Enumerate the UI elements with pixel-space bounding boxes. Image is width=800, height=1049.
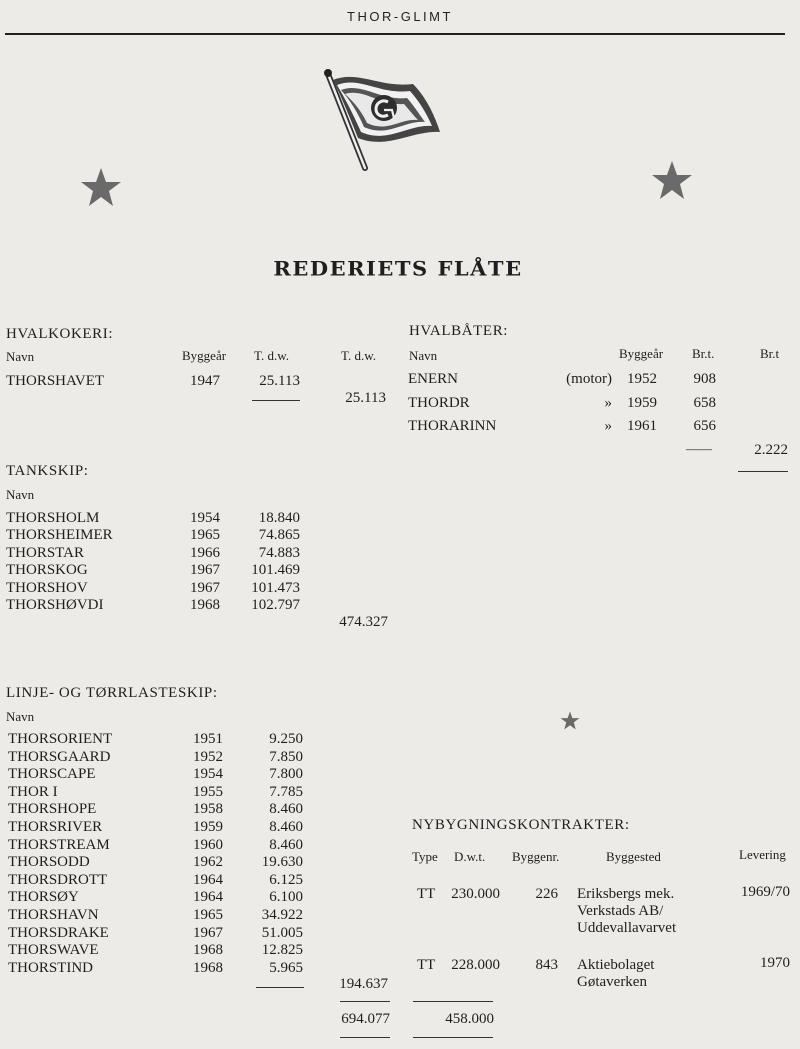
ship-name: THORSTAR: [6, 544, 84, 561]
ship-year: 1965: [193, 907, 223, 923]
ship-name: THORSHOPE: [8, 801, 97, 818]
ship-name: THORSGAARD: [8, 748, 111, 765]
boat-note: »: [604, 394, 612, 411]
ship-name: THORSORIENT: [8, 731, 113, 747]
ship-tdw: 8.460: [269, 836, 303, 853]
ship-year: 1962: [193, 854, 223, 871]
star-icon: [560, 711, 580, 730]
ship-year: 1968: [193, 942, 223, 959]
boat-brt: 658: [693, 394, 716, 411]
ship-tdw: 51.005: [261, 924, 303, 941]
ship-year: 1964: [193, 889, 223, 906]
ship-name: THORSWAVE: [8, 942, 99, 959]
column-header-dwt: D.w.t.: [454, 849, 486, 864]
column-header-name: Navn: [6, 709, 35, 724]
ship-year: 1954: [193, 766, 223, 783]
ship-year: 1965: [190, 527, 220, 544]
section-total: 474.327: [339, 614, 388, 630]
contract-byggested-line: Gøtaverken: [577, 974, 647, 990]
grand-total: 694.077: [341, 1011, 390, 1027]
ship-tdw: 12.825: [261, 942, 303, 959]
column-header-name: Navn: [6, 487, 35, 502]
ship-tdw: 102.797: [251, 597, 300, 613]
ship-name: THORSHOV: [6, 579, 88, 596]
ship-name: THORSHAVN: [8, 907, 99, 923]
subtotal-rule: [252, 400, 300, 401]
column-header-name: Navn: [409, 348, 438, 363]
ship-year: 1951: [193, 731, 223, 747]
contract-dwt: 228.000: [451, 957, 500, 973]
ship-tdw: 74.883: [258, 544, 300, 561]
ship-year: 1967: [193, 924, 223, 941]
ship-tdw: 9.250: [269, 731, 303, 747]
ship-name: THORSODD: [8, 854, 90, 871]
boat-brt: 656: [693, 418, 716, 434]
ship-year: 1966: [190, 544, 220, 561]
ship-tdw: 34.922: [261, 907, 303, 923]
column-header-type: Type: [412, 849, 438, 864]
column-header-tdw: T. d.w.: [254, 348, 290, 363]
ship-name: THORSRIVER: [8, 819, 103, 835]
ship-tdw: 74.865: [258, 527, 300, 544]
ship-tdw: 8.460: [269, 819, 303, 835]
ship-name: THORSHAVET: [6, 373, 105, 389]
ship-tdw: 101.473: [251, 579, 300, 596]
contract-byggested-line: Eriksbergs mek.: [577, 886, 675, 902]
section-heading-hvalbater: HVALBÅTER:: [409, 323, 509, 339]
ship-year: 1955: [193, 783, 223, 800]
ship-year: 1964: [193, 871, 223, 888]
boat-year: 1952: [627, 371, 657, 387]
total-rule: [413, 1001, 493, 1002]
column-header-total-brt: Br.t: [760, 346, 780, 361]
ship-year: 1967: [190, 579, 220, 596]
column-header-year: Byggeår: [182, 348, 227, 363]
boat-name: THORDR: [408, 394, 470, 411]
section-heading-nybygning: NYBYGNINGSKONTRAKTER:: [412, 817, 630, 833]
ship-tdw: 25.113: [259, 373, 300, 389]
grand-total-rule: [413, 1037, 493, 1038]
contract-byggenr: 843: [535, 957, 558, 973]
column-header-levering: Levering: [739, 847, 786, 862]
ship-tdw: 6.100: [269, 889, 303, 906]
ship-tdw: 6.125: [269, 871, 303, 888]
contract-type: TT: [417, 886, 436, 902]
ship-tdw: 7.800: [269, 766, 303, 783]
ship-tdw: 5.965: [269, 959, 303, 976]
company-flag-icon: [318, 66, 448, 172]
ship-name: THOR I: [8, 783, 58, 800]
ship-tdw: 7.850: [269, 748, 303, 765]
ship-name: THORSHØVDI: [6, 597, 104, 613]
star-icon: [651, 160, 693, 200]
running-header: THOR-GLIMT: [347, 9, 453, 24]
contracts-total: 458.000: [445, 1011, 494, 1027]
total-rule: [738, 471, 788, 472]
ship-year: 1952: [193, 748, 223, 765]
ship-tdw: 8.460: [269, 801, 303, 818]
contract-levering: 1969/70: [740, 884, 790, 900]
ship-tdw: 7.785: [269, 783, 303, 800]
ship-name: THORSØY: [8, 889, 79, 906]
boat-year: 1961: [627, 418, 657, 434]
column-header-byggenr: Byggenr.: [512, 849, 560, 864]
subtotal-rule: [256, 987, 304, 988]
ship-year: 1958: [193, 801, 223, 818]
column-header-brt: Br.t.: [692, 346, 715, 361]
total-rule: [340, 1001, 390, 1002]
ship-name: THORSHOLM: [6, 510, 100, 526]
ship-tdw: 101.469: [251, 562, 300, 579]
ship-name: THORSDRAKE: [8, 924, 109, 941]
contract-byggenr: 226: [535, 886, 558, 902]
ship-name: THORSTIND: [8, 959, 93, 976]
grand-total-rule: [340, 1037, 390, 1038]
ship-name: THORSTREAM: [8, 836, 110, 853]
section-heading-hvalkokeri: HVALKOKERI:: [6, 326, 114, 342]
ship-year: 1968: [193, 959, 223, 976]
ship-name: THORSDROTT: [8, 871, 108, 888]
contract-type: TT: [417, 957, 436, 973]
boat-year: 1959: [627, 394, 657, 411]
page-title: REDERIETS FLÅTE: [273, 256, 523, 281]
star-icon: [80, 167, 122, 207]
contract-byggested-line: Aktiebolaget: [577, 957, 655, 973]
ship-year: 1967: [190, 562, 220, 579]
ship-year: 1968: [190, 597, 220, 613]
header-rule: [5, 33, 785, 35]
subtotal-dash: ——: [686, 441, 712, 456]
section-total: 25.113: [345, 390, 386, 406]
section-heading-linje: LINJE- OG TØRRLASTESKIP:: [6, 685, 218, 701]
section-total: 194.637: [339, 976, 388, 992]
ship-name: THORSKOG: [6, 562, 88, 579]
section-heading-tankskip: TANKSKIP:: [6, 463, 89, 479]
section-total: 2.222: [754, 442, 788, 458]
ship-year: 1947: [190, 373, 220, 389]
boat-note: »: [604, 418, 612, 434]
boat-name: THORARINN: [408, 418, 497, 434]
contract-byggested-line: Uddevallavarvet: [577, 920, 677, 936]
contract-dwt: 230.000: [451, 886, 500, 902]
column-header-byggested: Byggested: [606, 849, 661, 864]
column-header-name: Navn: [6, 349, 35, 364]
ship-year: 1959: [193, 819, 223, 835]
ship-name: THORSCAPE: [8, 766, 96, 783]
ship-year: 1954: [190, 510, 220, 526]
boat-brt: 908: [693, 371, 716, 387]
column-header-year: Byggeår: [619, 346, 664, 361]
ship-tdw: 18.840: [258, 510, 300, 526]
boat-name: ENERN: [408, 371, 458, 387]
ship-tdw: 19.630: [261, 854, 303, 871]
ship-year: 1960: [193, 836, 223, 853]
contract-byggested-line: Verkstads AB/: [577, 903, 664, 919]
ship-name: THORSHEIMER: [6, 527, 113, 544]
boat-note: (motor): [566, 371, 612, 387]
contract-levering: 1970: [760, 955, 790, 971]
column-header-total-tdw: T. d.w.: [341, 348, 377, 363]
